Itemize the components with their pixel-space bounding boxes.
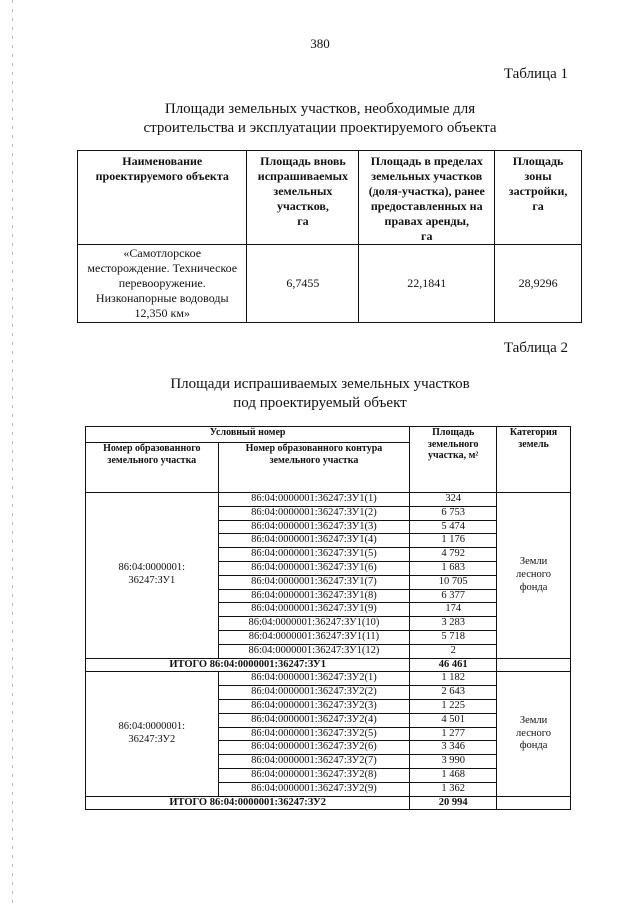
t2-contour-number: 86:04:0000001:36247:ЗУ1(9) [218,603,410,617]
t2-area: 2 [410,644,497,658]
t2-area: 174 [410,603,497,617]
table2-body [86,493,571,810]
t2-contour-number: 86:04:0000001:36247:ЗУ1(4) [218,534,410,548]
t1-new-area: 6,7455 [247,245,359,323]
t2-area: 324 [410,493,497,507]
t2-contour-number: 86:04:0000001:36247:ЗУ1(3) [218,520,410,534]
t2-area: 1 468 [410,768,497,782]
table1 [77,150,582,323]
t2-area: 1 362 [410,782,497,796]
t2-contour-number: 86:04:0000001:36247:ЗУ1(5) [218,548,410,562]
t2-contour-number: 86:04:0000001:36247:ЗУ2(4) [218,713,410,727]
t2-area: 6 753 [410,506,497,520]
table2-title-line: Площади испрашиваемых земельных участков [170,376,470,392]
t2-contour-number: 86:04:0000001:36247:ЗУ2(3) [218,699,410,713]
t2-total-label: ИТОГО 86:04:0000001:36247:ЗУ1 [86,658,410,672]
t1-leased-area: 22,1841 [359,245,495,323]
t2-contour-number: 86:04:0000001:36247:ЗУ1(12) [218,644,410,658]
t2-contour-number: 86:04:0000001:36247:ЗУ2(9) [218,782,410,796]
t1-object-name: «Самотлорское месторождение. Техническое перевооружение. Низконапорные водоводы 12,350 км» [78,245,247,323]
t2-total-empty [497,796,571,810]
t2-contour-number: 86:04:0000001:36247:ЗУ2(2) [218,686,410,700]
t2-total-empty [497,658,571,672]
t2-contour-number: 86:04:0000001:36247:ЗУ1(2) [218,506,410,520]
table-row [78,245,582,323]
t2-contour-number: 86:04:0000001:36247:ЗУ1(7) [218,575,410,589]
table2-title [0,375,640,413]
page-number: 380 [310,36,330,51]
t2-contour-number: 86:04:0000001:36247:ЗУ2(7) [218,755,410,769]
t2-header-contour-number: Номер образованного контура земельного участка [218,443,410,493]
t2-area: 3 990 [410,755,497,769]
t2-contour-number: 86:04:0000001:36247:ЗУ2(8) [218,768,410,782]
t2-area: 5 718 [410,630,497,644]
t1-header-leased-area: Площадь в пределах земельных участков (доля-участка), ранее предоставленных на правах аренды, га [359,151,495,245]
t1-header-building-area: Площадь зоны застройки, га [495,151,582,245]
t1-header-new-area: Площадь вновь испрашиваемых земельных участков, га [247,151,359,245]
t2-contour-number: 86:04:0000001:36247:ЗУ1(1) [218,493,410,507]
table1-title [0,100,640,138]
t2-total-area: 20 994 [410,796,497,810]
table2-label: Таблица 2 [503,340,568,356]
total-row [86,796,571,810]
t2-area: 3 283 [410,617,497,631]
t2-contour-number: 86:04:0000001:36247:ЗУ2(1) [218,672,410,686]
t2-contour-number: 86:04:0000001:36247:ЗУ1(8) [218,589,410,603]
t2-contour-number: 86:04:0000001:36247:ЗУ2(5) [218,727,410,741]
t2-area: 2 643 [410,686,497,700]
t2-area: 1 683 [410,561,497,575]
t2-header-plot-number: Номер образованного земельного участка [86,443,219,493]
t2-plot-number: 86:04:0000001: 36247:ЗУ1 [86,493,219,659]
table2 [85,426,571,810]
t2-header-conditional-number: Условный номер [86,427,410,443]
table-row [86,493,571,507]
t2-area: 1 182 [410,672,497,686]
t2-contour-number: 86:04:0000001:36247:ЗУ1(11) [218,630,410,644]
total-row [86,658,571,672]
t2-category: Земли лесного фонда [497,493,571,659]
t2-area: 1 176 [410,534,497,548]
t2-contour-number: 86:04:0000001:36247:ЗУ2(6) [218,741,410,755]
t2-contour-number: 86:04:0000001:36247:ЗУ1(6) [218,561,410,575]
t1-building-area: 28,9296 [495,245,582,323]
t1-header-name: Наименование проектируемого объекта [78,151,247,245]
t2-area: 1 277 [410,727,497,741]
table1-title-line: Площади земельных участков, необходимые для [164,101,476,117]
t2-category: Земли лесного фонда [497,672,571,796]
table1-title-line: строительства и эксплуатации проектируемого объекта [143,120,497,136]
t2-contour-number: 86:04:0000001:36247:ЗУ1(10) [218,617,410,631]
t2-header-area: Площадь земельного участка, м² [410,427,497,493]
t2-area: 3 346 [410,741,497,755]
t2-plot-number: 86:04:0000001: 36247:ЗУ2 [86,672,219,796]
t2-area: 1 225 [410,699,497,713]
table2-title-line: под проектируемый объект [233,395,407,411]
t2-area: 6 377 [410,589,497,603]
t2-area: 10 705 [410,575,497,589]
table-row [86,672,571,686]
t2-area: 4 501 [410,713,497,727]
t2-total-label: ИТОГО 86:04:0000001:36247:ЗУ2 [86,796,410,810]
t2-area: 5 474 [410,520,497,534]
t2-header-category: Категория земель [497,427,571,493]
t2-area: 4 792 [410,548,497,562]
t2-total-area: 46 461 [410,658,497,672]
table1-label: Таблица 1 [503,66,568,82]
